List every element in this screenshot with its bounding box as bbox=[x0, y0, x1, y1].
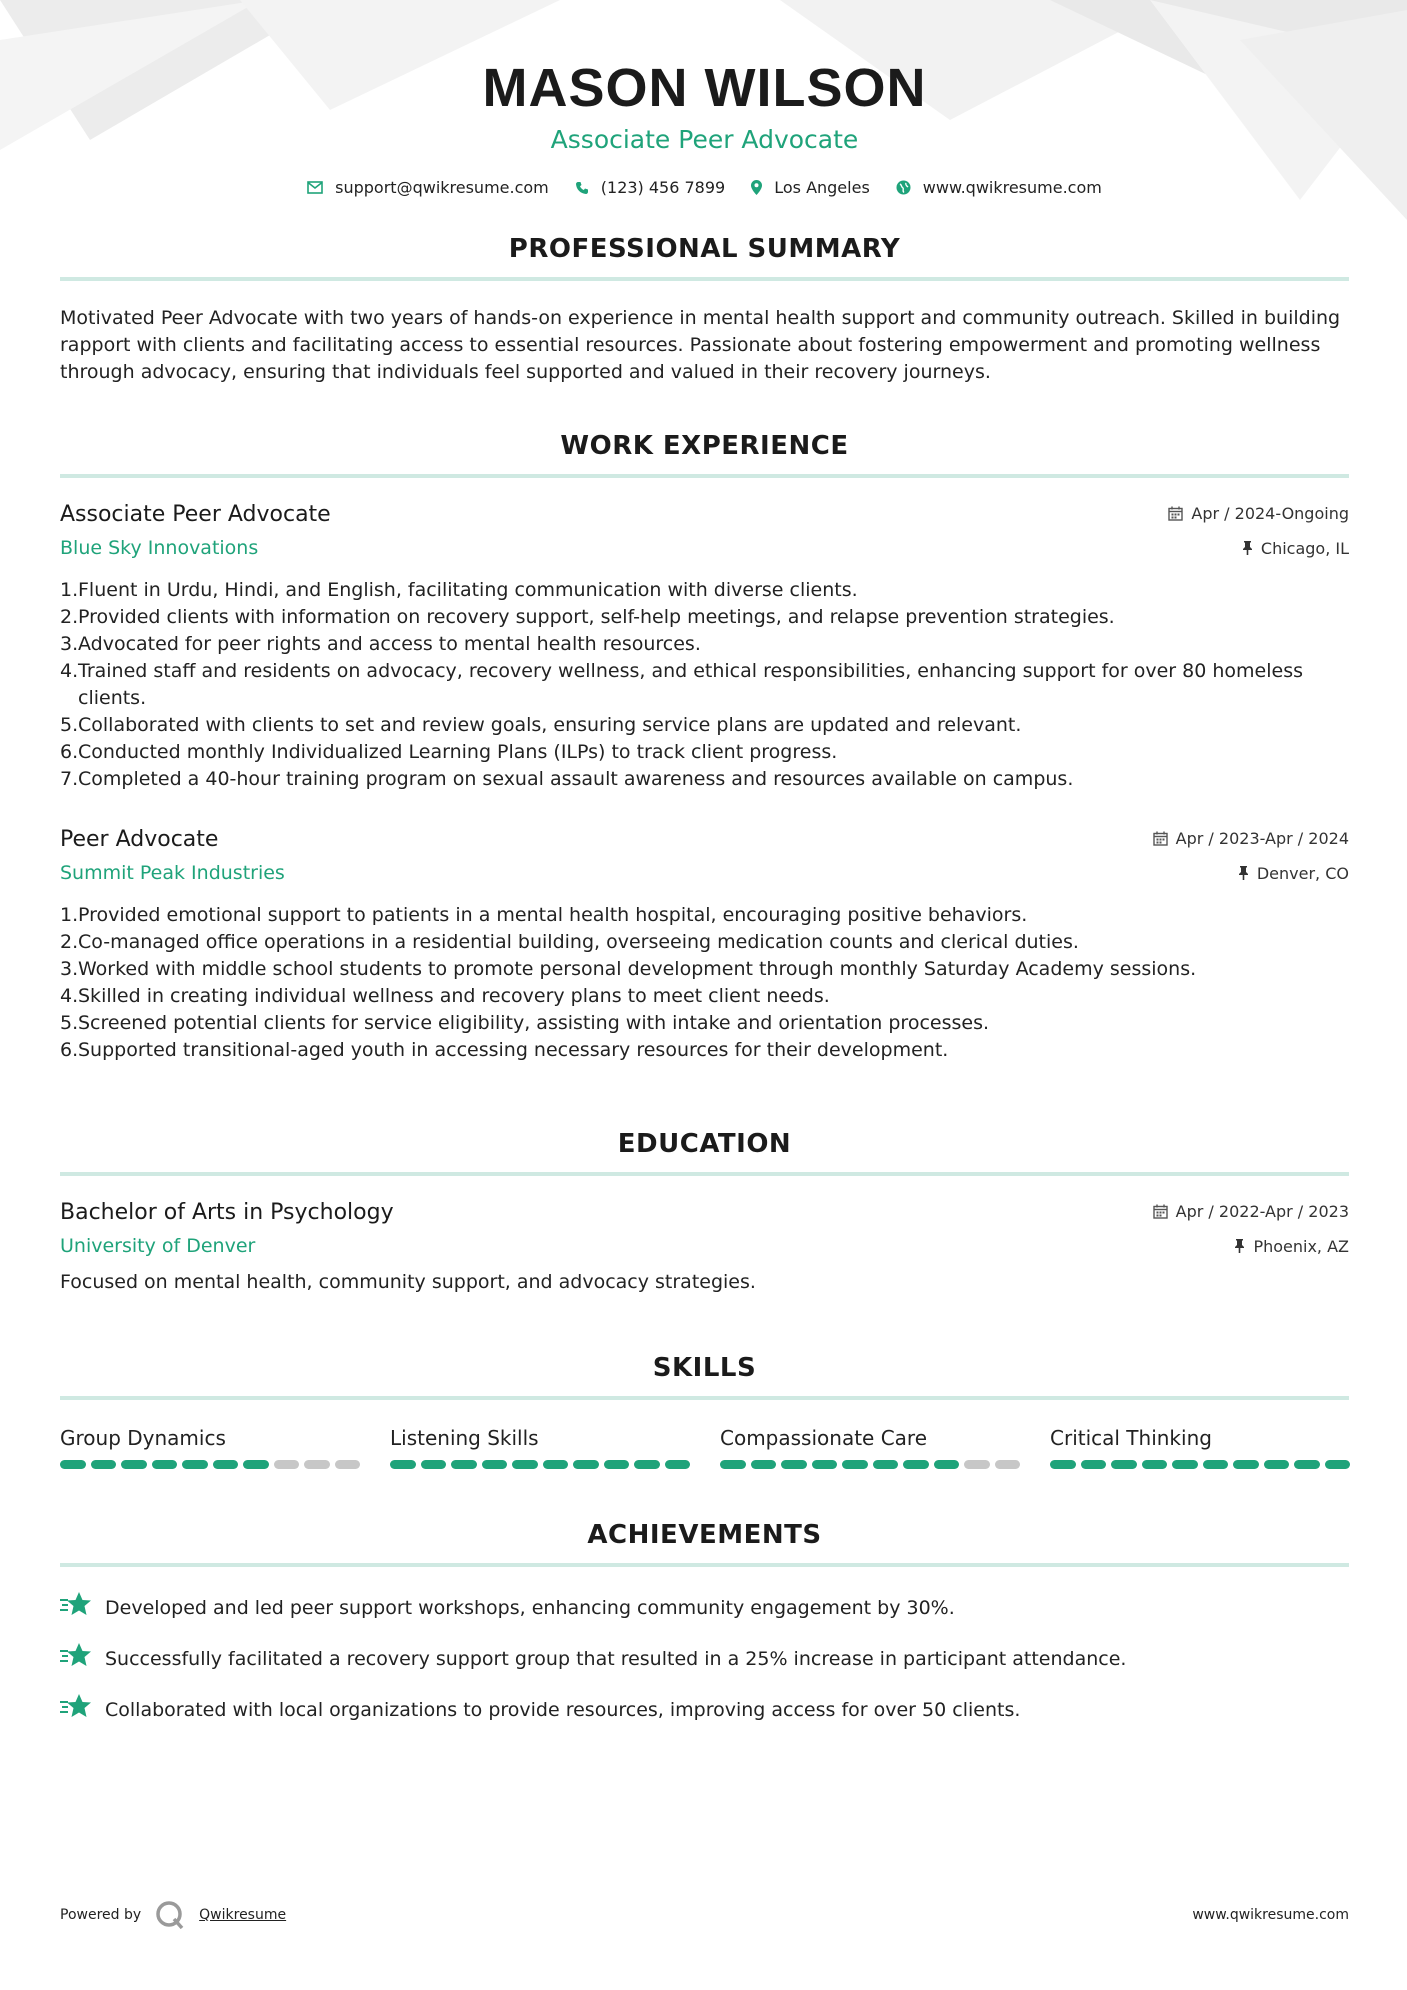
degree-name: Bachelor of Arts in Psychology bbox=[60, 1200, 394, 1225]
job-dates-text: Apr / 2024-Ongoing bbox=[1191, 504, 1349, 523]
list-item: 2. Co-managed office operations in a residential building, overseeing medication counts and clerical duties. bbox=[60, 929, 1349, 956]
achievements-heading: ACHIEVEMENTS bbox=[60, 1519, 1349, 1567]
bullet-text: Fluent in Urdu, Hindi, and English, facilitating communication with diverse clients. bbox=[78, 579, 858, 601]
skill-dot-filled bbox=[573, 1460, 599, 1469]
skill-dot-filled bbox=[665, 1460, 691, 1469]
skills-list bbox=[60, 1426, 1349, 1469]
map-marker-icon bbox=[751, 180, 762, 195]
skills-heading: SKILLS bbox=[60, 1352, 1349, 1400]
skill-level-meter bbox=[60, 1460, 360, 1469]
list-item bbox=[60, 1693, 1349, 1727]
bullet-text: Trained staff and residents on advocacy, recovery wellness, and ethical responsibilities, enhancing support for over 80 homeless clients. bbox=[78, 660, 1304, 709]
education-dates-text: Apr / 2022-Apr / 2023 bbox=[1175, 1202, 1349, 1221]
star-badge-icon bbox=[60, 1693, 105, 1727]
skill-name: Critical Thinking bbox=[1050, 1426, 1212, 1450]
skill-dot-filled bbox=[213, 1460, 239, 1469]
qwikresume-logo-icon bbox=[155, 1900, 185, 1930]
education-heading: EDUCATION bbox=[60, 1128, 1349, 1176]
skill-level-meter bbox=[720, 1460, 1020, 1469]
list-item: 4. Trained staff and residents on advocacy, recovery wellness, and ethical responsibilities, enhancing support for over 80 homeless clients. bbox=[60, 658, 1349, 712]
job-bullets bbox=[60, 577, 1349, 793]
skill-dot-filled bbox=[1142, 1460, 1168, 1469]
achievement-text: Successfully facilitated a recovery support group that resulted in a 25% increase in participant attendance. bbox=[105, 1647, 1127, 1670]
skill-dot-filled bbox=[1050, 1460, 1076, 1469]
education-location-text: Phoenix, AZ bbox=[1253, 1236, 1349, 1256]
bullet-text: Co-managed office operations in a residential building, overseeing medication counts and clerical duties. bbox=[78, 931, 1079, 953]
skill-dot-filled bbox=[903, 1460, 929, 1469]
job-location-text: Chicago, IL bbox=[1260, 538, 1349, 558]
skill-dot-filled bbox=[842, 1460, 868, 1469]
job-dates bbox=[1168, 504, 1349, 523]
envelope-icon bbox=[307, 181, 323, 194]
job-dates-text: Apr / 2023-Apr / 2024 bbox=[1175, 829, 1349, 848]
bullet-text: Skilled in creating individual wellness and recovery plans to meet client needs. bbox=[78, 985, 830, 1007]
skill-dot-filled bbox=[934, 1460, 960, 1469]
skill-name: Compassionate Care bbox=[720, 1426, 928, 1450]
contact-phone[interactable] bbox=[575, 178, 725, 197]
contact-bar bbox=[60, 178, 1349, 197]
bullet-text: Advocated for peer rights and access to mental health resources. bbox=[78, 633, 701, 655]
candidate-name: MASON WILSON bbox=[482, 58, 927, 118]
skill-dot-empty bbox=[274, 1460, 300, 1469]
skill-dot-filled bbox=[152, 1460, 178, 1469]
list-item: 1. Fluent in Urdu, Hindi, and English, facilitating communication with diverse clients. bbox=[60, 577, 1349, 604]
list-item: 6. Supported transitional-aged youth in accessing necessary resources for their development. bbox=[60, 1037, 1349, 1064]
summary-text: Motivated Peer Advocate with two years of hands-on experience in mental health support and community outreach. Skilled in building rapport with clients and facilitating access to essential resources. Passionate about fostering empowerment and promoting wellness through advocacy, ensuring that individuals feel supported and valued in their recovery journeys. bbox=[60, 307, 1341, 383]
calendar-icon bbox=[1153, 831, 1168, 846]
bullet-text: Collaborated with clients to set and review goals, ensuring service plans are updated and relevant. bbox=[78, 714, 1022, 736]
summary-section bbox=[60, 233, 1349, 386]
job-location bbox=[1238, 864, 1349, 883]
company-name: Blue Sky Innovations bbox=[60, 537, 259, 559]
skill-dot-filled bbox=[1294, 1460, 1320, 1469]
skill-dot-filled bbox=[451, 1460, 477, 1469]
skill-dot-filled bbox=[243, 1460, 269, 1469]
bullet-text: Supported transitional-aged youth in accessing necessary resources for their development. bbox=[78, 1039, 949, 1061]
calendar-icon bbox=[1153, 1204, 1168, 1219]
list-item: 1. Provided emotional support to patients in a mental health hospital, encouraging positive behaviors. bbox=[60, 902, 1349, 929]
list-item: 7. Completed a 40-hour training program on sexual assault awareness and resources available on campus. bbox=[60, 766, 1349, 793]
skill-level-meter bbox=[1050, 1460, 1350, 1469]
globe-icon bbox=[896, 180, 911, 195]
calendar-icon bbox=[1168, 506, 1183, 521]
phone-text: (123) 456 7899 bbox=[600, 178, 726, 197]
skill-dot-filled bbox=[182, 1460, 208, 1469]
list-item: 3. Advocated for peer rights and access to mental health resources. bbox=[60, 631, 1349, 658]
skill-dot-filled bbox=[1325, 1460, 1351, 1469]
achievement-text: Collaborated with local organizations to provide resources, improving access for over 50 clients. bbox=[105, 1698, 1021, 1721]
resume-header bbox=[60, 0, 1349, 197]
skill-item bbox=[1050, 1426, 1350, 1469]
pushpin-icon bbox=[1238, 866, 1249, 880]
candidate-title: Associate Peer Advocate bbox=[550, 125, 859, 154]
skill-dot-filled bbox=[781, 1460, 807, 1469]
job-location-text: Denver, CO bbox=[1256, 863, 1349, 883]
bullet-text: Completed a 40-hour training program on sexual assault awareness and resources available on campus. bbox=[78, 768, 1074, 790]
skill-dot-filled bbox=[604, 1460, 630, 1469]
list-item: 2. Provided clients with information on recovery support, self-help meetings, and relapse prevention strategies. bbox=[60, 604, 1349, 631]
bullet-text: Screened potential clients for service eligibility, assisting with intake and orientation processes. bbox=[78, 1012, 990, 1034]
skill-name: Group Dynamics bbox=[60, 1426, 226, 1450]
education-description: Focused on mental health, community support, and advocacy strategies. bbox=[60, 1271, 756, 1293]
skill-dot-empty bbox=[995, 1460, 1021, 1469]
bullet-text: Conducted monthly Individualized Learning Plans (ILPs) to track client progress. bbox=[78, 741, 838, 763]
list-item bbox=[60, 1591, 1349, 1625]
skill-dot-filled bbox=[1264, 1460, 1290, 1469]
skill-dot-filled bbox=[812, 1460, 838, 1469]
skill-item bbox=[720, 1426, 1020, 1469]
skill-dot-empty bbox=[964, 1460, 990, 1469]
list-item bbox=[60, 1642, 1349, 1676]
job-location bbox=[1242, 539, 1349, 558]
skill-dot-filled bbox=[121, 1460, 147, 1469]
achievement-text: Developed and led peer support workshops, enhancing community engagement by 30%. bbox=[105, 1596, 955, 1619]
list-item: 5. Screened potential clients for service eligibility, assisting with intake and orientation processes. bbox=[60, 1010, 1349, 1037]
star-badge-icon bbox=[60, 1591, 105, 1625]
school-name: University of Denver bbox=[60, 1235, 256, 1257]
education-entry bbox=[60, 1200, 1349, 1296]
bullet-text: Provided clients with information on recovery support, self-help meetings, and relapse prevention strategies. bbox=[78, 606, 1115, 628]
star-badge-icon bbox=[60, 1642, 105, 1676]
list-item: 3. Worked with middle school students to promote personal development through monthly Saturday Academy sessions. bbox=[60, 956, 1349, 983]
job-dates bbox=[1153, 829, 1349, 848]
education-location bbox=[1234, 1237, 1349, 1256]
qwikresume-link[interactable]: Qwikresume bbox=[199, 1907, 287, 1923]
job-bullets bbox=[60, 902, 1349, 1064]
skill-dot-empty bbox=[335, 1460, 361, 1469]
skill-dot-filled bbox=[1081, 1460, 1107, 1469]
list-item: 4. Skilled in creating individual wellness and recovery plans to meet client needs. bbox=[60, 983, 1349, 1010]
skill-dot-filled bbox=[1111, 1460, 1137, 1469]
job-entry bbox=[60, 827, 1349, 1064]
contact-email[interactable] bbox=[307, 178, 549, 197]
skill-dot-filled bbox=[421, 1460, 447, 1469]
achievements-section bbox=[60, 1519, 1349, 1727]
experience-section bbox=[60, 430, 1349, 1064]
pushpin-icon bbox=[1234, 1239, 1245, 1253]
list-item: 5. Collaborated with clients to set and review goals, ensuring service plans are updated and relevant. bbox=[60, 712, 1349, 739]
experience-heading: WORK EXPERIENCE bbox=[60, 430, 1349, 478]
contact-website[interactable] bbox=[896, 178, 1102, 197]
skill-dot-filled bbox=[543, 1460, 569, 1469]
powered-by-label: Powered by bbox=[60, 1907, 142, 1923]
company-name: Summit Peak Industries bbox=[60, 862, 285, 884]
skill-dot-filled bbox=[1233, 1460, 1259, 1469]
bullet-text: Worked with middle school students to promote personal development through monthly Saturday Academy sessions. bbox=[78, 958, 1197, 980]
skill-level-meter bbox=[390, 1460, 690, 1469]
resume-page bbox=[60, 0, 1349, 1744]
job-title: Peer Advocate bbox=[60, 827, 219, 852]
bullet-text: Provided emotional support to patients in a mental health hospital, encouraging positive behaviors. bbox=[78, 904, 1028, 926]
skill-dot-filled bbox=[720, 1460, 746, 1469]
skill-dot-filled bbox=[390, 1460, 416, 1469]
skill-dot-empty bbox=[304, 1460, 330, 1469]
list-item: 6. Conducted monthly Individualized Learning Plans (ILPs) to track client progress. bbox=[60, 739, 1349, 766]
footer-website[interactable]: www.qwikresume.com bbox=[1192, 1907, 1349, 1923]
skill-dot-filled bbox=[1203, 1460, 1229, 1469]
skill-dot-filled bbox=[1172, 1460, 1198, 1469]
skill-name: Listening Skills bbox=[390, 1426, 539, 1450]
phone-icon bbox=[575, 181, 589, 195]
job-entry bbox=[60, 502, 1349, 793]
skill-dot-filled bbox=[873, 1460, 899, 1469]
email-text: support@qwikresume.com bbox=[335, 178, 549, 197]
location-text: Los Angeles bbox=[774, 178, 870, 197]
job-title: Associate Peer Advocate bbox=[60, 502, 331, 527]
skill-dot-filled bbox=[512, 1460, 538, 1469]
skill-dot-filled bbox=[60, 1460, 86, 1469]
contact-location bbox=[751, 178, 870, 197]
education-section bbox=[60, 1128, 1349, 1296]
skill-dot-filled bbox=[634, 1460, 660, 1469]
skill-dot-filled bbox=[91, 1460, 117, 1469]
pushpin-icon bbox=[1242, 541, 1253, 555]
skill-item bbox=[60, 1426, 360, 1469]
skill-dot-filled bbox=[482, 1460, 508, 1469]
page-footer bbox=[60, 1900, 1349, 1930]
education-dates bbox=[1153, 1202, 1349, 1221]
summary-heading: PROFESSIONAL SUMMARY bbox=[60, 233, 1349, 281]
skill-item bbox=[390, 1426, 690, 1469]
website-text: www.qwikresume.com bbox=[922, 178, 1102, 197]
skills-section bbox=[60, 1352, 1349, 1469]
achievements-list bbox=[60, 1591, 1349, 1727]
skill-dot-filled bbox=[751, 1460, 777, 1469]
